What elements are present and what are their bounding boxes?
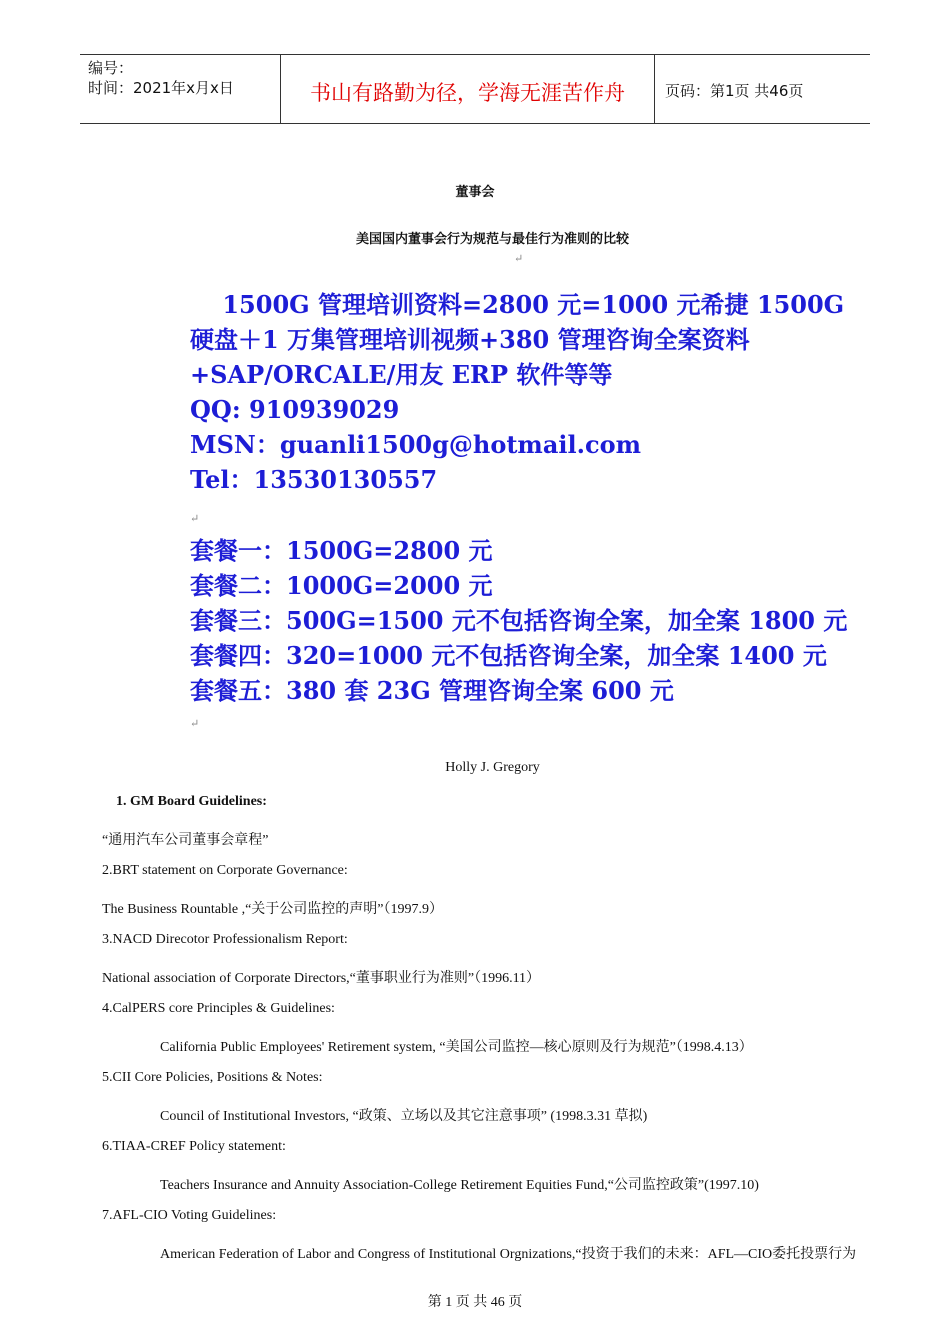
guideline-line: American Federation of Labor and Congress of Institutional Orgnizations,“投资于我们的未来：AFL—CIO委托投票行为 [160,1246,857,1262]
guideline-line: 7.AFL-CIO Voting Guidelines: [102,1208,277,1223]
guideline-line: 5.CII Core Policies, Positions & Notes: [102,1070,323,1085]
guideline-line: 2.BRT statement on Corporate Governance: [102,863,348,878]
document-number-label: 编号： [88,59,134,77]
guideline-line: 6.TIAA-CREF Policy statement: [102,1139,286,1154]
guideline-line: 1. GM Board Guidelines: [116,794,267,809]
document-title: 董事会 [455,185,495,200]
ad-line: MSN：guanli1500g@hotmail.com [190,430,641,459]
page-footer: 第 1 页 共 46 页 [427,1295,523,1310]
ad-line: QQ: 910939029 [190,395,400,424]
package-line: 套餐一：1500G=2800 元 [190,536,493,565]
package-line: 套餐四：320=1000 元不包括咨询全案，加全案 1400 元 [190,641,827,670]
author-name: Holly J. Gregory [445,760,540,775]
ad-line: +SAP/ORCALE/用友 ERP 软件等等 [190,360,613,389]
guideline-line: 3.NACD Direcotor Professionalism Report: [102,932,348,947]
package-line: 套餐三：500G=1500 元不包括咨询全案，加全案 1800 元 [190,606,848,635]
ad-line: Tel：13530130557 [190,465,438,494]
document-subtitle: 美国国内董事会行为规范与最佳行为准则的比较 [355,232,629,247]
ad-line: 硬盘＋1 万集管理培训视频+380 管理咨询全案资料 [190,325,750,354]
guideline-line: Teachers Insurance and Annuity Association-College Retirement Equities Fund,“公司监控政策”(1997.10) [160,1177,759,1193]
package-line: 套餐五：380 套 23G 管理咨询全案 600 元 [190,676,674,705]
package-line: 套餐二：1000G=2000 元 [190,571,493,600]
paragraph-mark: ↵ [190,512,200,525]
guideline-line: The Business Rountable ,“关于公司监控的声明”（1997.9） [102,901,444,917]
ad-line: 1500G 管理培训资料=2800 元=1000 元希捷 1500G [190,290,845,319]
header-motto-cell [281,55,655,123]
guideline-line: Council of Institutional Investors, “政策、立场以及其它注意事项” (1998.3.31 草拟) [160,1108,648,1124]
guideline-line: National association of Corporate Directors,“董事职业行为准则”（1996.11） [102,970,541,986]
page-header [80,54,870,124]
paragraph-mark: ↵ [514,252,524,265]
header-motto: 书山有路勤为径，学海无涯苦作舟 [310,81,625,105]
header-page-cell [655,55,870,123]
guideline-line: “通用汽车公司董事会章程” [102,832,269,848]
document-time-label: 时间：2021年x月x日 [88,79,234,97]
header-page-info: 页码：第1页 共46页 [665,82,804,100]
header-meta-cell [80,55,281,123]
paragraph-mark: ↵ [190,717,200,730]
guideline-line: California Public Employees' Retirement system, “美国公司监控—核心原则及行为规范”（1998.4.13） [160,1039,753,1055]
guideline-line: 4.CalPERS core Principles & Guidelines: [102,1001,335,1016]
